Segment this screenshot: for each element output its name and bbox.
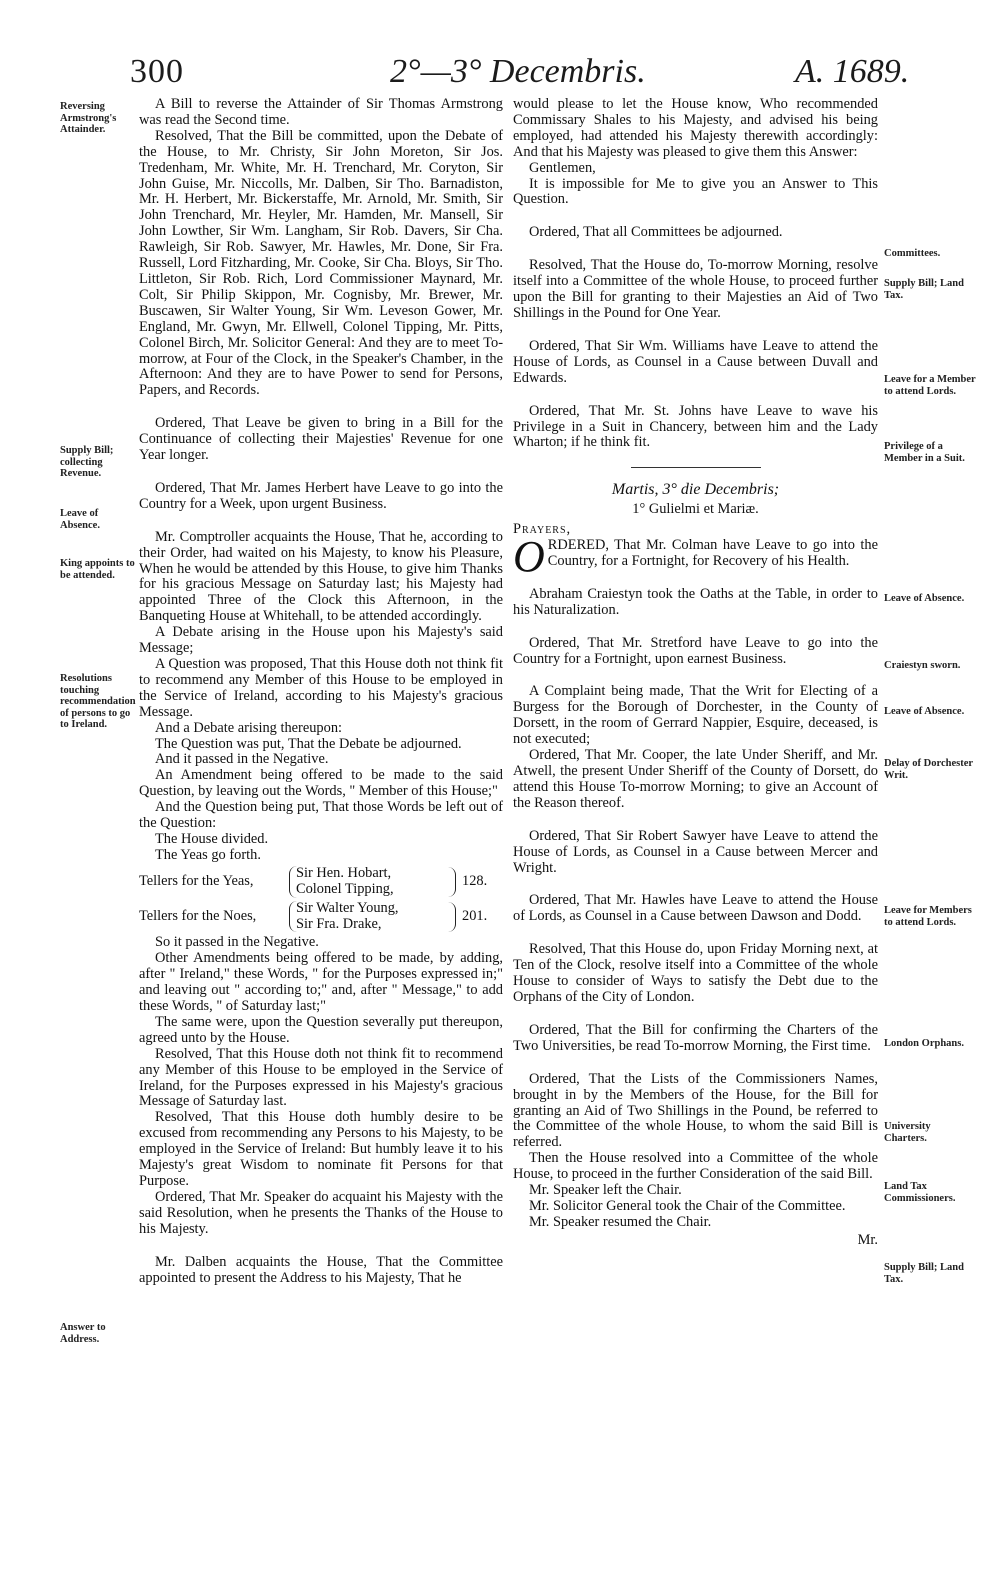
tellers-label: Tellers for the Yeas, bbox=[139, 872, 254, 889]
margin-note: Leave of Absence. bbox=[884, 706, 965, 717]
teller-name: Sir Hen. Hobart, bbox=[296, 864, 392, 881]
margin-note: London Orphans. bbox=[884, 1038, 964, 1049]
paragraph: Mr. Solicitor General took the Chair of the Committee. bbox=[529, 1197, 846, 1214]
paragraph: Ordered, That Mr. Speaker do acquaint his Majesty with the said Resolution, when he presents the Thanks of the House to his Majesty. bbox=[139, 1188, 503, 1237]
paragraph: Ordered, That Leave be given to bring in a Bill for the Continuance of collecting their Majesties' Revenue for one Year longer. bbox=[139, 415, 503, 464]
paragraph: The Yeas go forth. bbox=[155, 846, 261, 863]
right-column bbox=[513, 97, 878, 1249]
tellers-count: 201. bbox=[462, 907, 488, 924]
paragraph-text: RDERED, That Mr. Colman have Leave to go into the Country, for a Fortnight, for Recovery of his Health. bbox=[547, 537, 878, 569]
paragraph: Resolved, That this House doth humbly desire to be excused from recommending any Persons to his Majesty, to be employed in the Service of Ireland: But humbly leave it to his Majesty's great Wisdom to nominate fit Persons for that Purpose. bbox=[139, 1109, 503, 1189]
paragraph: A Bill to reverse the Attainder of Sir Thomas Armstrong was read the Second time. bbox=[139, 96, 503, 128]
paragraph: The same were, upon the Question severally put thereupon, agreed unto by the House. bbox=[139, 1013, 503, 1046]
margin-note: Resolutions touching recommendation of persons to go to Ireland. bbox=[60, 673, 136, 730]
margin-note: Land Tax Commissioners. bbox=[884, 1181, 956, 1204]
tellers-names bbox=[289, 866, 431, 898]
margin-note: King appoints to be attended. bbox=[60, 558, 135, 581]
teller-name: Sir Walter Young, bbox=[296, 899, 399, 916]
paragraph: Mr. Speaker resumed the Chair. bbox=[529, 1213, 712, 1230]
paragraph: Mr. Speaker left the Chair. bbox=[529, 1182, 682, 1199]
tellers-count: 128. bbox=[462, 872, 488, 889]
paragraph: Ordered, That Mr. James Herbert have Leave to go into the Country for a Week, upon urgent Business. bbox=[139, 479, 503, 512]
paragraph: Ordered, That Sir Robert Sawyer have Leave to attend the House of Lords, as Counsel in a Cause between Mercer and Wright. bbox=[513, 827, 878, 876]
paragraph: Ordered, That Mr. St. Johns have Leave to wave his Privilege in a Suit in Chancery, between him and the Lady Wharton; if he think fit. bbox=[513, 402, 878, 451]
margin-note: Supply Bill; Land Tax. bbox=[884, 1262, 964, 1285]
margin-note: Leave of Absence. bbox=[60, 508, 100, 531]
margin-note: Committees. bbox=[884, 248, 941, 259]
teller-name: Sir Fra. Drake, bbox=[296, 915, 382, 932]
left-column bbox=[139, 97, 503, 1286]
paragraph: Abraham Craiestyn took the Oaths at the Table, in order to his Naturalization. bbox=[513, 585, 878, 618]
paragraph: So it passed in the Negative. bbox=[155, 934, 319, 951]
paragraph: Ordered, That all Committees be adjourned. bbox=[529, 224, 783, 241]
paragraph: Gentlemen, bbox=[529, 159, 596, 176]
paragraph: The Question was put, That the Debate be adjourned. bbox=[155, 735, 462, 752]
paragraph: Resolved, That the Bill be committed, upon the Debate of the House, to Mr. Christy, Sir John Moreton, Sir Jos. Tredenham, Mr. White, Mr. H. Trenchard, Mr. Coryton, Sir John Guise, Mr. Niccolls, Mr. Dalben, Sir Tho. Barnadiston, Mr. H. Herbert, Mr. Bickerstaffe, Mr. Arnold, Mr. Smith, Sir John Trenchard, Mr. Heyler, Mr. Hamden, Mr. Mansell, Sir John Lowther, Sir Wm. Langham, Sir Rob. Davers, Sir Cha. Rawleigh, Sir Rob. Sawyer, Mr. Hawles, Mr. Done, Sir Fra. Russell, Lord Fitzharding, Mr. Cooke, Sir Cha. Bloys, Sir Tho. Littleton, Sir Rob. Rich, Lord Commissioner Maynard, Mr. Colt, Sir Philip Skippon, Mr. Cognisby, Mr. Brewer, Mr. Buscawen, Sir Walter Young, Sir Wm. Leveson Gower, Mr. England, Mr. Gwyn, Mr. Ellwell, Colonel Tipping, Mr. Pitts, Colonel Birch, Mr. Solicitor General: And they are to meet To-morrow, at Four of the Clock, in the Speaker's Chamber, in the Afternoon: And they are to have Power to send for Persons, Papers, and Records. bbox=[139, 127, 503, 399]
paragraph: Resolved, That the House do, To-morrow Morning, resolve itself into a Committee of the whole House, to proceed further upon the Bill for granting to their Majesties an Aid of Two Shillings in the Pound for One Year. bbox=[513, 257, 878, 321]
paragraph: The House divided. bbox=[155, 830, 269, 847]
tellers-label: Tellers for the Noes, bbox=[139, 907, 257, 924]
margin-note: Leave for Members to attend Lords. bbox=[884, 905, 972, 928]
page-year: A. 1689. bbox=[795, 53, 910, 90]
paragraph: It is impossible for Me to give you an Answer to This Question. bbox=[513, 175, 878, 208]
page-title: 2°—3° Decembris. bbox=[390, 53, 646, 90]
paragraph: And the Question being put, That those Words be left out of the Question: bbox=[139, 799, 503, 832]
paragraph: Ordered, That the Lists of the Commissioners Names, brought in by the Members of the House, for the Bill for granting an Aid of Two Shillings in the Pound, be referred to the Committee of the whole House, to whom the said Bill is referred. bbox=[513, 1070, 878, 1151]
margin-note: Supply Bill; collecting Revenue. bbox=[60, 445, 114, 479]
margin-note: Privilege of a Member in a Suit. bbox=[884, 441, 965, 464]
paragraph: And a Debate arising thereupon: bbox=[155, 719, 343, 736]
paragraph: An Amendment being offered to be made to the said Question, by leaving out the Words, " Member of this House;" bbox=[139, 767, 503, 800]
paragraph: A Debate arising in the House upon his Majesty's said Message; bbox=[139, 624, 503, 657]
margin-note: Supply Bill; Land Tax. bbox=[884, 278, 964, 301]
section-divider bbox=[631, 467, 761, 468]
paragraph: Ordered, That Mr. Hawles have Leave to attend the House of Lords, as Counsel in a Cause between Dawson and Dodd. bbox=[513, 892, 878, 925]
paragraph: Resolved, That this House do, upon Friday Morning next, at Ten of the Clock, resolve itself into a Committee of the whole House to consider of Ways to satisfy the Debt due to the Orphans of the City of London. bbox=[513, 941, 878, 1005]
paragraph: Resolved, That this House doth not think fit to recommend any Member of this House to be employed in the Service of Ireland, for the Purposes expressed in his Majesty's gracious Message of Saturday last. bbox=[139, 1045, 503, 1110]
drop-cap: O bbox=[513, 532, 545, 582]
paragraph: would please to let the House know, Who recommended Commissary Shales to his Majesty, and advised his being employed, had attended his Majesty therewith accordingly: And that his Majesty was pleased to give them this Answer: bbox=[513, 96, 878, 160]
paragraph bbox=[513, 532, 878, 582]
regnal-year: 1° Gulielmi et Mariæ. bbox=[632, 501, 759, 518]
tellers-yeas bbox=[139, 866, 503, 898]
paragraph: Other Amendments being offered to be made, by adding, after " Ireland," these Words, " for the Purposes expressed in;" and leaving out " according to;" and, after " Message," to add these Words, " of Saturday last;" bbox=[139, 950, 503, 1015]
paragraph: Mr. Comptroller acquaints the House, That he, according to their Order, had waited on his Majesty, to know his Pleasure, When he would be attended by this House, to give him Thanks for his gracious Message on Saturday last; his Majesty had appointed Three of the Clock this Afternoon, in the Banqueting House at Whitehall, to be attended accordingly. bbox=[139, 528, 503, 625]
day-heading: Martis, 3° die Decembris; bbox=[611, 481, 780, 499]
paragraph: And it passed in the Negative. bbox=[155, 751, 329, 768]
margin-note: Delay of Dorchester Writ. bbox=[884, 758, 973, 781]
catchword: Mr. bbox=[857, 1231, 878, 1248]
margin-note: Answer to Address. bbox=[60, 1322, 106, 1345]
tellers-noes bbox=[139, 901, 503, 933]
paragraph: A Complaint being made, That the Writ for Electing of a Burgess for the Borough of Dorchester, in the County of Dorsett, in the room of Gerrard Nappier, Esquire, deceased, is not executed; bbox=[513, 683, 878, 748]
margin-note: Craiestyn sworn. bbox=[884, 660, 961, 671]
margin-note: University Charters. bbox=[884, 1121, 931, 1144]
tellers-names bbox=[289, 901, 431, 933]
paragraph: Ordered, That Mr. Cooper, the late Under Sheriff, and Mr. Atwell, the present Under Sheriff of the County of Dorsett, do attend this House To-morrow Morning; to give an Account of the Reason thereof. bbox=[513, 747, 878, 811]
teller-name: Colonel Tipping, bbox=[296, 880, 394, 897]
margin-note: Leave for a Member to attend Lords. bbox=[884, 374, 976, 397]
prayers-heading: Prayers, bbox=[513, 521, 572, 538]
brace bbox=[445, 867, 456, 897]
paragraph: Mr. Dalben acquaints the House, That the Committee appointed to present the Address to his Majesty, That he bbox=[139, 1253, 503, 1286]
margin-note: Leave of Absence. bbox=[884, 593, 965, 604]
margin-note: Reversing Armstrong's Attainder. bbox=[60, 101, 117, 135]
page-number: 300 bbox=[130, 53, 184, 90]
paragraph: Ordered, That Sir Wm. Williams have Leave to attend the House of Lords, as Counsel in a Cause between Duvall and Edwards. bbox=[513, 337, 878, 386]
paragraph: Then the House resolved into a Committee of the whole House, to proceed in the further Consideration of the said Bill. bbox=[513, 1150, 878, 1183]
brace bbox=[445, 902, 456, 932]
paragraph: Ordered, That Mr. Stretford have Leave to go into the Country for a Fortnight, upon earnest Business. bbox=[513, 634, 878, 667]
paragraph: Ordered, That the Bill for confirming the Charters of the Two Universities, be read To-morrow Morning, the First time. bbox=[513, 1021, 878, 1054]
paragraph: A Question was proposed, That this House doth not think fit to recommend any Member of this House to be employed in the Service of Ireland, according to his Majesty's gracious Message. bbox=[139, 656, 503, 720]
